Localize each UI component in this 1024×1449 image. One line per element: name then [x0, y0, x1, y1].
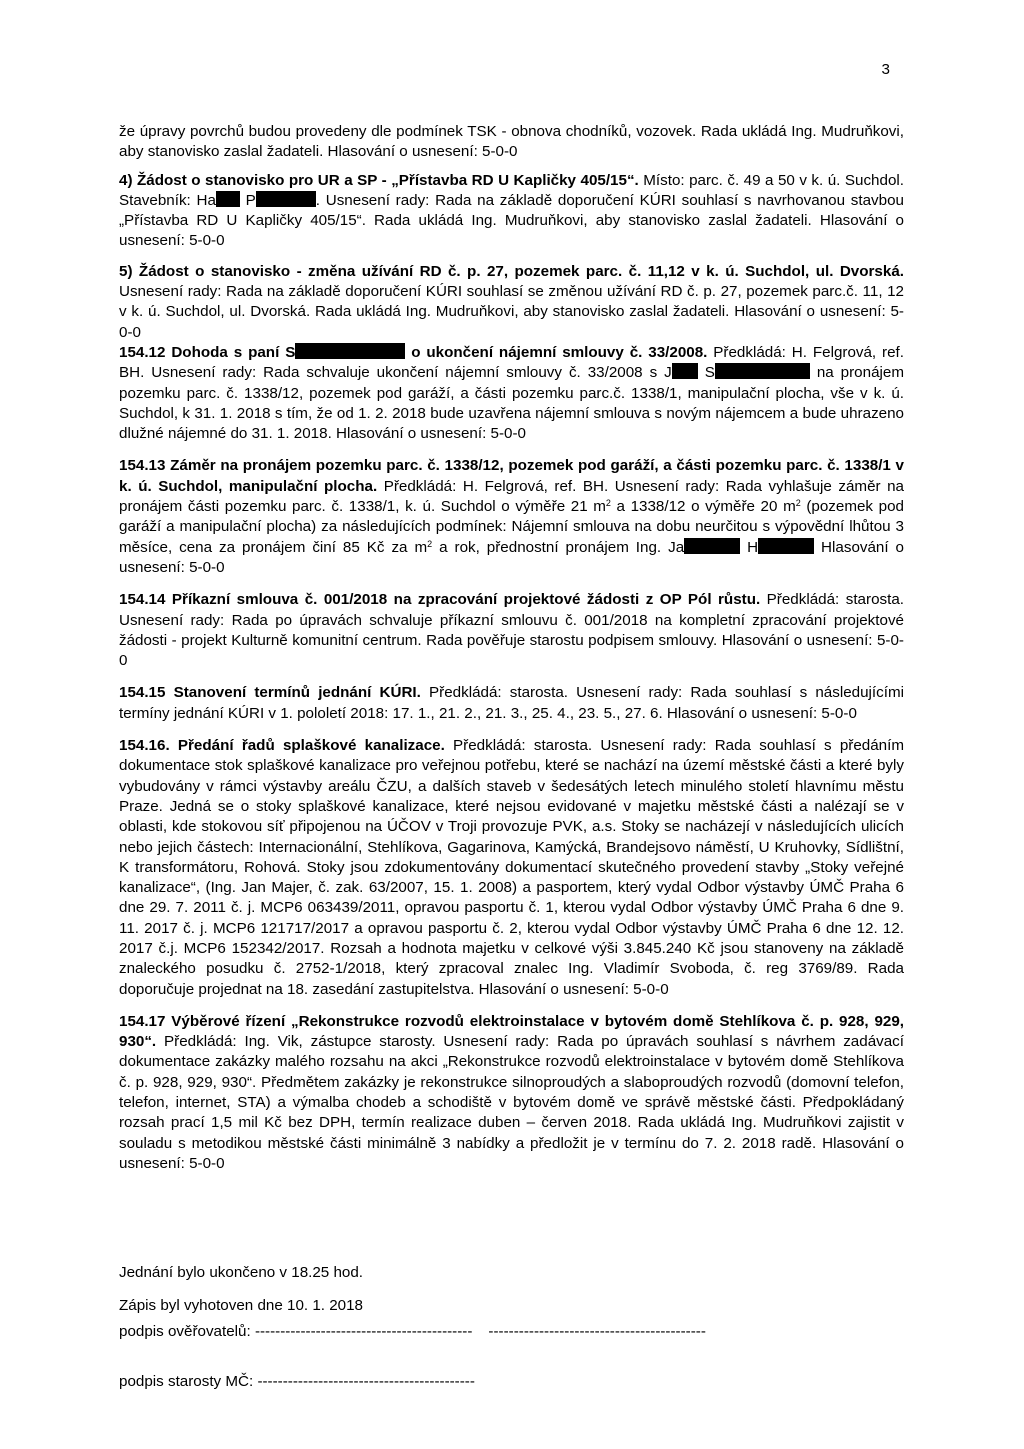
document-body	[119, 122, 904, 1184]
redaction-block	[216, 191, 240, 207]
item-5-title: 5) Žádost o stanovisko - změna užívání RD č. p. 27, pozemek parc. č. 11,12 v k. ú. Suchdol, ul. Dvorská.	[119, 262, 904, 280]
item-154-15-title: 154.15 Stanovení termínů jednání KÚRI.	[119, 684, 421, 702]
redaction-block	[672, 363, 698, 379]
page-number: 3	[881, 61, 890, 78]
paragraph-154-17: 154.17 Výběrové řízení „Rekonstrukce rozvodů elektroinstalace v bytovém domě Stehlíkova č. p. 928, 929, 930“. Předkládá: Ing. Vik, zástupce starosty. Usnesení rady: Rada po úpravách souhlasí s návrhem zadávací dokumentace zakázky malého rozsahu na akci „Rekonstrukce rozvodů elektroinstalace v bytovém domě Stehlíkova č. p. 928, 929, 930“. Předmětem zakázky je rekonstrukce silnoproudých a slaboproudých rozvodů (domovní telefon, telefon, internet, STA) a výmalba chodeb a schodiště v bytovém domě ve správě městské části. Předpokládaný rozsah prací 1,5 mil Kč bez DPH, termín realizace duben – červen 2018. Rada ukládá Ing. Mudruňkovi zajistit v souladu s metodikou městské části minimálně 3 nabídky a předložit je v termínu do 7. 2. 2018 radě. Hlasování o usnesení: 5-0-0	[119, 1012, 904, 1172]
redaction-block	[684, 538, 740, 554]
redaction-block	[715, 363, 810, 379]
paragraph-154-13: 154.13 Záměr na pronájem pozemku parc. č. 1338/12, pozemek pod garáží, a části pozemku parc. č. 1338/1 v k. ú. Suchdol, manipulační plocha. Předkládá: H. Felgrová, ref. BH. Usnesení rady: Rada vyhlašuje záměr na pronájem části pozemku parc. č. 1338/1, k. ú. Suchdol o výměře 21 $m^2$ a 1338/12 o výměře 20 $m^2$ (pozemek pod garáží a manipulační plocha) za následujících podmínek: Nájemní smlouva na dobu neurčitou s výpovědní lhůtou 3 měsíce, cena za pronájem činí 85 Kč za $m^2$ a rok, přednostní pronájem Ing. Ja H Hlasování o usnesení: 5-0-0	[119, 457, 905, 576]
redaction-block	[758, 538, 814, 554]
meeting-ended-note: Jednání bylo ukončeno v 18.25 hod.	[119, 1264, 364, 1281]
item-154-17-title: 154.17 Výběrové řízení „Rekonstrukce rozvodů elektroinstalace v bytovém domě Stehlíkova č. p. 928, 929, 930“.	[119, 1012, 904, 1051]
item-154-16-title: 154.16. Předání řadů splaškové kanalizace.	[119, 737, 445, 755]
paragraph-154-12: 154.12 Dohoda s paní S o ukončení nájemní smlouvy č. 33/2008. Předkládá: H. Felgrová, ref. BH. Usnesení rady: Rada schvaluje ukončení nájemní smlouvy č. 33/2008 s J S na pronájem pozemku parc. č. 1338/12, pozemek pod garáží, a části pozemku parc.č. 1338/1, manipulační plocha, vše v k. ú. Suchdol, k 31. 1. 2018 s tím, že od 1. 2. 2018 bude uzavřena nájemní smlouva s novým nájemcem a bude uhrazeno dlužné nájemné do 31. 1. 2018. Hlasování o usnesení: 5-0-0	[119, 343, 904, 443]
item-154-14-title: 154.14 Příkazní smlouva č. 001/2018 na zpracování projektové žádosti z OP Pól růstu.	[119, 591, 761, 609]
paragraph-154-16: 154.16. Předání řadů splaškové kanalizace. Předkládá: starosta. Usnesení rady: Rada souhlasí s předáním dokumentace stok splaškové kanalizace pro veřejnou potřebu, které se nachází na území městské části a které byly vybudovány v rámci výstavby areálu ČZU, a dalších staveb v šedesátých letech minulého století hlavnímu městu Praze. Jedná se o stoky splaškové kanalizace, které nejsou evidované v majetku městské části a nalézají se v oblasti, kde stokovou síť připojenou na ÚČOV v Troji provozuje PVK, a.s. Stoky se nacházejí v následujících ulicích nebo jejich částech: Internacionální, Stehlíkova, Gagarinova, Kamýcká, Brandejsovo náměstí, U Kruhovky, Sídlištní, K transformátoru, Rohová. Stoky jsou zdokumentovány dokumentací skutečného provedení stavby „Stoky veřejné kanalizace“, (Ing. Jan Majer, č. zak. 63/2007, 15. 1. 2008) a pasportem, který vydal Odbor výstavby ÚMČ Praha 6 dne 29. 7. 2011 č. j. MCP6 063439/2011, opravou pasportu č. 1, kterou vydal Odbor výstavby ÚMČ Praha 6 dne 9. 11. 2017 č. j. MCP6 121717/2017 a opravou pasportu č. 2, kterou vydal Odbor výstavby ÚMČ Praha 6 dne 12. 12. 2017 č.j. MCP6 152342/2017. Rozsah a hodnota majetku v celkové výši 3.845.240 Kč jsou stanoveny na základě znaleckého posudku č. 2752-1/2018, který zpracoval znalec Ing. Vladimír Svoboda, č. reg 3769/89. Rada doporučuje projednat na 18. zasedání zastupitelstva. Hlasování o usnesení: 5-0-0	[119, 737, 904, 998]
paragraph-154-14: 154.14 Příkazní smlouva č. 001/2018 na zpracování projektové žádosti z OP Pól růstu. Předkládá: starosta. Usnesení rady: Rada po úpravách schvaluje příkazní smlouvu č. 001/2018 na kompletní zpracování projektové žádosti - projekt Kulturně komunitní centrum. Rada pověřuje starostu podpisem smlouvy. Hlasování o usnesení: 5-0-0	[119, 591, 904, 670]
redaction-block	[256, 191, 316, 207]
item-154-13-title: 154.13 Záměr na pronájem pozemku parc. č. 1338/12, pozemek pod garáží, a části pozemku parc. č. 1338/1 v k. ú. Suchdol, manipulační plocha.	[119, 457, 904, 495]
verifiers-signature-line: podpis ověřovatelů: ------------------------------------------- -------------------------------------------	[119, 1323, 706, 1340]
paragraph-item-4: 4) Žádost o stanovisko pro UR a SP - „Přístavba RD U Kapličky 405/15“. Místo: parc. č. 49 a 50 v k. ú. Suchdol. Stavebník: Ha P . Usnesení rady: Rada na základě doporučení KÚRI souhlasí s navrhovanou stavbou „Přístavba RD U Kapličky 405/15“. Rada ukládá Ing. Mudruňkovi, aby stanovisko zaslal žadateli. Hlasování o usnesení: 5-0-0	[119, 171, 904, 250]
minutes-written-note: Zápis byl vyhotoven dne 10. 1. 2018	[119, 1297, 364, 1314]
paragraph-154-15: 154.15 Stanovení termínů jednání KÚRI. Předkládá: starosta. Usnesení rady: Rada souhlasí s následujícími termíny jednání KÚRI v 1. pololetí 2018: 17. 1., 21. 2., 21. 3., 25. 4., 23. 5., 27. 6. Hlasování o usnesení: 5-0-0	[119, 684, 904, 722]
item-154-12-title: 154.12 Dohoda s paní S	[119, 343, 296, 361]
item-4-title: 4) Žádost o stanovisko pro UR a SP - „Přístavba RD U Kapličky 405/15“.	[119, 171, 639, 189]
mayor-signature-line: podpis starosty MČ: -------------------------------------------	[119, 1373, 475, 1390]
closing-notes	[119, 1263, 919, 1329]
paragraph-intro: že úpravy povrchů budou provedeny dle podmínek TSK - obnova chodníků, vozovek. Rada ukládá Ing. Mudruňkovi, aby stanovisko zaslal žadateli. Hlasování o usnesení: 5-0-0	[119, 123, 904, 161]
redaction-block	[295, 343, 405, 359]
paragraph-item-5: 5) Žádost o stanovisko - změna užívání RD č. p. 27, pozemek parc. č. 11,12 v k. ú. Suchdol, ul. Dvorská. Usnesení rady: Rada na základě doporučení KÚRI souhlasí se změnou užívání RD č. p. 27, pozemek parc.č. 11, 12 v k. ú. Suchdol, ul. Dvorská. Rada ukládá Ing. Mudruňkovi, aby stanovisko zaslal žadateli. Hlasování o usnesení: 5-0-0	[119, 262, 904, 341]
